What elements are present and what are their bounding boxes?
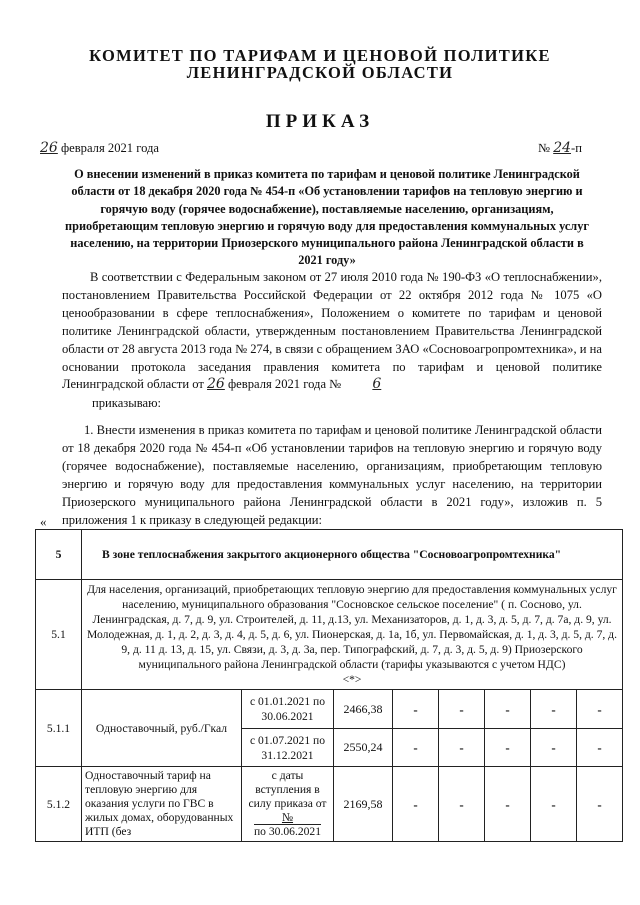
- row-5-1-text: Для населения, организаций, приобретающих тепловую энергию для предоставления коммунальных услуг населению, муниципального образования "Сосновское сельское поселение" ( п. Сосново, ул. Ленинградская, д. 7, д. 9, ул. Строителей, д. 11, д.13, ул. Механизаторов, д. 1, д. 3, д. 5, д. 7, д. 7а, д. 9, ул. Молодежная, д. 1, д. 2, д. 3, д. 4, д. 5, д. 6, ул. Пионерская, д. 1а, 1б, ул. Первомайская, д. 1, д. 3, д. 5, д. 7, д. 9, д. 11 д. 13, д. 15, ул. Связи, д. 3, д. 3а, пер. Типографский, д. 7, д. 3, д. 5, д. 9) Приозерского муниципального района Ленинградской области (тарифы указываются с учетом НДС): [87, 583, 617, 671]
- tariff-table: [35, 529, 623, 842]
- dash-cell: -: [393, 729, 439, 767]
- dash-cell: -: [531, 690, 577, 729]
- number-suffix: -п: [571, 141, 582, 155]
- handwritten-protocol-day: 26: [207, 376, 225, 393]
- dash-cell: -: [577, 767, 623, 842]
- item-1-text: 1. Внести изменения в приказ комитета по тарифам и ценовой политике Ленинградской области от 18 декабря 2020 года № 454-п «Об установлении тарифов на тепловую энергию и горячую воду (горячее водоснабжение), поставляемые населению, организациям, приобретающим тепловую энергию и горячую воду для предоставления коммунальных услуг населению, на территории Приозерского муниципального района Ленинградской области в 2021 году», изложив п. 5 приложения 1 к приказу в следующей редакции:: [62, 423, 602, 527]
- preamble-text: В соответствии с Федеральным законом от 27 июля 2010 года № 190-ФЗ «О теплоснабжении», постановлением Правительства Российской Федерации от 22 октября 2012 года № 1075 «О ценообразовании в сфере теплоснабжения», Положением о комитете по тарифам и ценовой политике Ленинградской области, утвержденным постановлением Правительства Ленинградской области от 28 августа 2013 года № 274, в связи с обращением ЗАО «Сосновоагропромтехника», и на основании протокола заседания правления комитета по тарифам и ценовой политике Ленинградской области от: [62, 270, 602, 392]
- org-name-line2: ЛЕНИНГРАДСКОЙ ОБЛАСТИ: [186, 63, 454, 82]
- dash-cell: -: [393, 767, 439, 842]
- row-5-1-2-number: 5.1.2: [36, 767, 82, 842]
- dash-cell: -: [531, 729, 577, 767]
- document-type: ПРИКАЗ: [265, 111, 375, 132]
- dash-cell: -: [577, 690, 623, 729]
- dash-cell: -: [485, 690, 531, 729]
- number-sign: №: [538, 141, 551, 155]
- row-5-1-2-period: [242, 767, 334, 842]
- table-row: [36, 580, 623, 690]
- handwritten-day: 26: [40, 140, 58, 156]
- row-5-1-number: 5.1: [36, 580, 82, 690]
- handwritten-protocol-number: 6: [372, 376, 382, 393]
- dash-cell: -: [485, 729, 531, 767]
- row-5-1-note: <*>: [342, 673, 362, 686]
- dash-cell: -: [485, 767, 531, 842]
- dash-cell: -: [531, 767, 577, 842]
- row-5-1-1-period-2: с 01.07.2021 по 31.12.2021: [242, 729, 334, 767]
- org-name-line1: КОМИТЕТ ПО ТАРИФАМ И ЦЕНОВОЙ ПОЛИТИКЕ: [89, 46, 551, 65]
- handwritten-number: 24: [553, 140, 572, 156]
- order-number: [538, 140, 582, 156]
- row-5-number: 5: [36, 530, 82, 580]
- preamble: [62, 269, 602, 394]
- row-5-1-description: [82, 580, 623, 690]
- row-5-1-2-period-line1: с даты вступления в силу приказа от: [248, 769, 327, 810]
- dash-cell: -: [393, 690, 439, 729]
- item-1: [62, 422, 602, 529]
- row-5-1-2-label: Одноставочный тариф на тепловую энергию для оказания услуги по ГВС в жилых домах, оборудованных ИТП (без: [82, 767, 242, 842]
- row-5-1-1-value-2: 2550,24: [334, 729, 393, 767]
- row-5-1-1-number: 5.1.1: [36, 690, 82, 767]
- row-5-1-2-period-line3: по 30.06.2021: [253, 825, 322, 838]
- row-5-1-1-value-1: 2466,38: [334, 690, 393, 729]
- row-5-1-1-period-1: с 01.01.2021 по 30.06.2021: [242, 690, 334, 729]
- order-subject: О внесении изменений в приказ комитета по тарифам и ценовой политике Ленинградской области от 18 декабря 2020 года № 454-п «Об установлении тарифов на тепловую энергию и горячую воду (горячее водоснабжение), поставляемые населению, организациям, приобретающим тепловую энергию и горячую воду для предоставления коммунальных услуг населению, на территории Приозерского муниципального района Ленинградской области в 2021 году»: [65, 167, 589, 268]
- order-date-text: февраля 2021 года: [60, 141, 160, 155]
- table-row: [36, 690, 623, 729]
- dash-cell: -: [439, 767, 485, 842]
- order-word: приказываю:: [92, 396, 162, 410]
- dash-cell: -: [577, 729, 623, 767]
- order-date: [40, 140, 159, 156]
- dash-cell: -: [439, 690, 485, 729]
- table-row: [36, 767, 623, 842]
- table-row: [36, 530, 623, 580]
- row-5-heading: В зоне теплоснабжения закрытого акционерного общества "Сосновоагропромтехника": [82, 530, 623, 580]
- preamble-date-text: февраля 2021 года №: [228, 377, 342, 392]
- row-5-1-2-period-number: №: [281, 811, 294, 824]
- quote-open: «: [40, 514, 47, 529]
- row-5-1-1-label: Одноставочный, руб./Гкал: [82, 690, 242, 767]
- dash-cell: -: [439, 729, 485, 767]
- row-5-1-2-value: 2169,58: [334, 767, 393, 842]
